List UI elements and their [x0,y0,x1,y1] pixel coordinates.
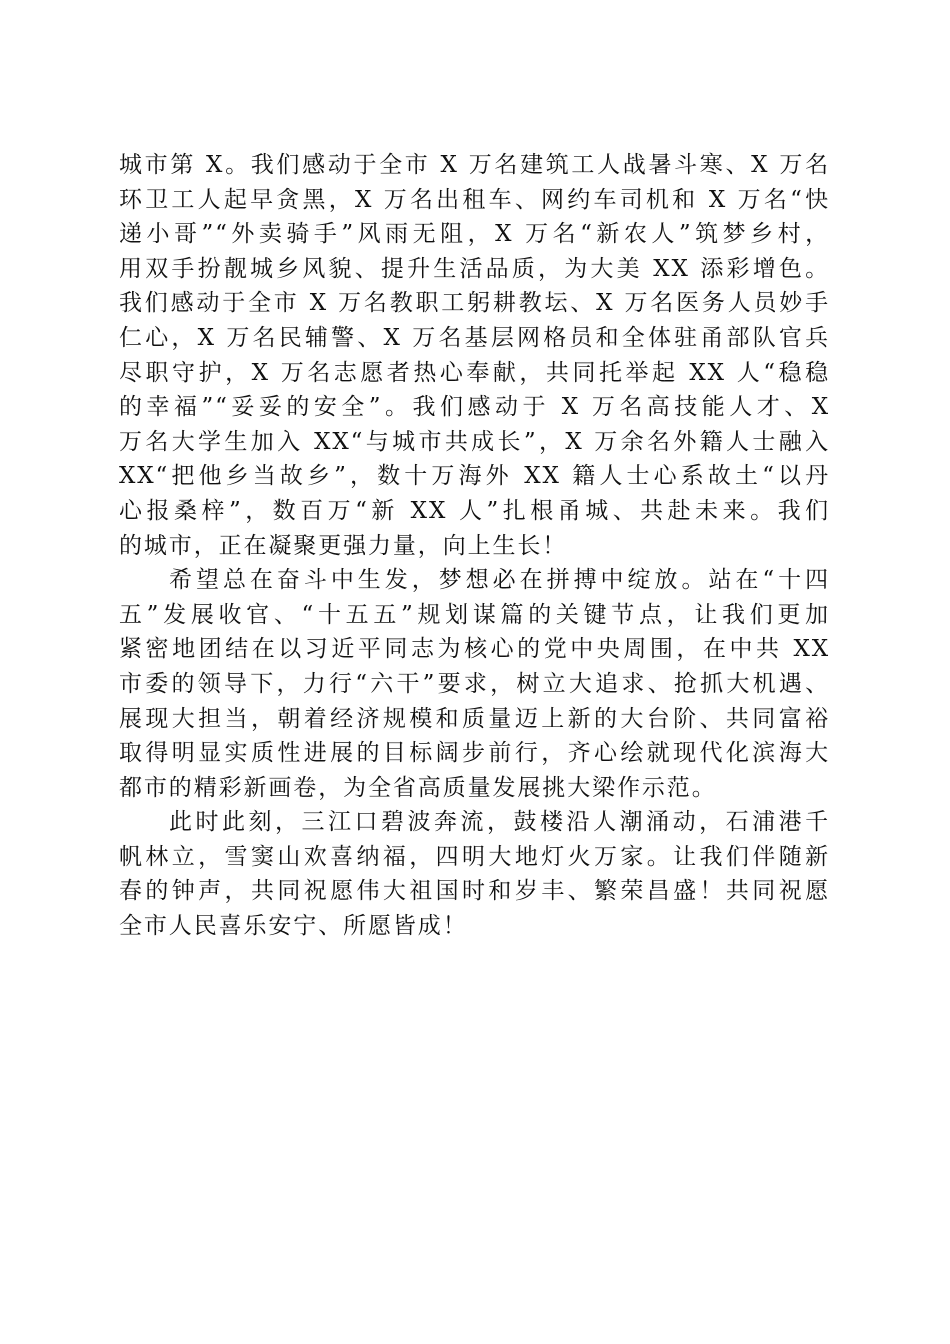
text-line: 市委的领导下，力行“六干”要求，树立大追求、抢抓大机遇、 [119,670,830,697]
text-line: 紧密地团结在以习近平同志为核心的党中央周围，在中共 XX [119,636,830,663]
document-body [119,148,830,944]
text-line: 环卫工人起早贪黑，X 万名出租车、网约车司机和 X 万名“快 [119,186,830,213]
paragraph-3 [119,805,830,943]
text-line: 帆林立，雪窦山欢喜纳福，四明大地灯火万家。让我们伴随新 [119,843,830,870]
paragraph-2 [119,563,830,805]
text-line: 尽职守护，X 万名志愿者热心奉献，共同托举起 XX 人“稳稳 [119,359,830,386]
text-line: 都市的精彩新画卷，为全省高质量发展挑大梁作示范。 [119,774,717,801]
text-line: 春的钟声，共同祝愿伟大祖国时和岁丰、繁荣昌盛！共同祝愿 [119,878,830,905]
text-line: 万名大学生加入 XX“与城市共成长”，X 万余名外籍人士融入 [119,428,830,455]
text-line: 我们感动于全市 X 万名教职工躬耕教坛、X 万名医务人员妙手 [119,290,830,317]
text-line: 取得明显实质性进展的目标阔步前行，齐心绘就现代化滨海大 [119,740,830,767]
text-line: 用双手扮靓城乡风貌、提升生活品质，为大美 XX 添彩增色。 [119,255,830,282]
text-line: 此时此刻，三江口碧波奔流，鼓楼沿人潮涌动，石浦港千 [169,809,830,836]
paragraph-1 [119,148,830,563]
text-line: 五”发展收官、“十五五”规划谋篇的关键节点，让我们更加 [119,601,830,628]
text-line: XX“把他乡当故乡”，数十万海外 XX 籍人士心系故土“以丹 [119,463,830,490]
text-line: 仁心，X 万名民辅警、X 万名基层网格员和全体驻甬部队官兵 [119,324,830,351]
text-line: 递小哥”“外卖骑手”风雨无阻，X 万名“新农人”筑梦乡村， [119,221,830,248]
text-line: 的幸福”“妥妥的安全”。我们感动于 X 万名高技能人才、X [119,394,830,421]
text-line: 心报桑梓”，数百万“新 XX 人”扎根甬城、共赴未来。我们 [119,497,830,524]
text-line: 城市第 X。我们感动于全市 X 万名建筑工人战暑斗寒、X 万名 [119,152,830,178]
text-line: 的城市，正在凝聚更强力量，向上生长！ [119,532,568,559]
text-line: 希望总在奋斗中生发，梦想必在拼搏中绽放。站在“十四 [169,567,830,594]
text-line: 全市人民喜乐安宁、所愿皆成！ [119,913,468,940]
text-line: 展现大担当，朝着经济规模和质量迈上新的大台阶、共同富裕 [119,705,830,732]
